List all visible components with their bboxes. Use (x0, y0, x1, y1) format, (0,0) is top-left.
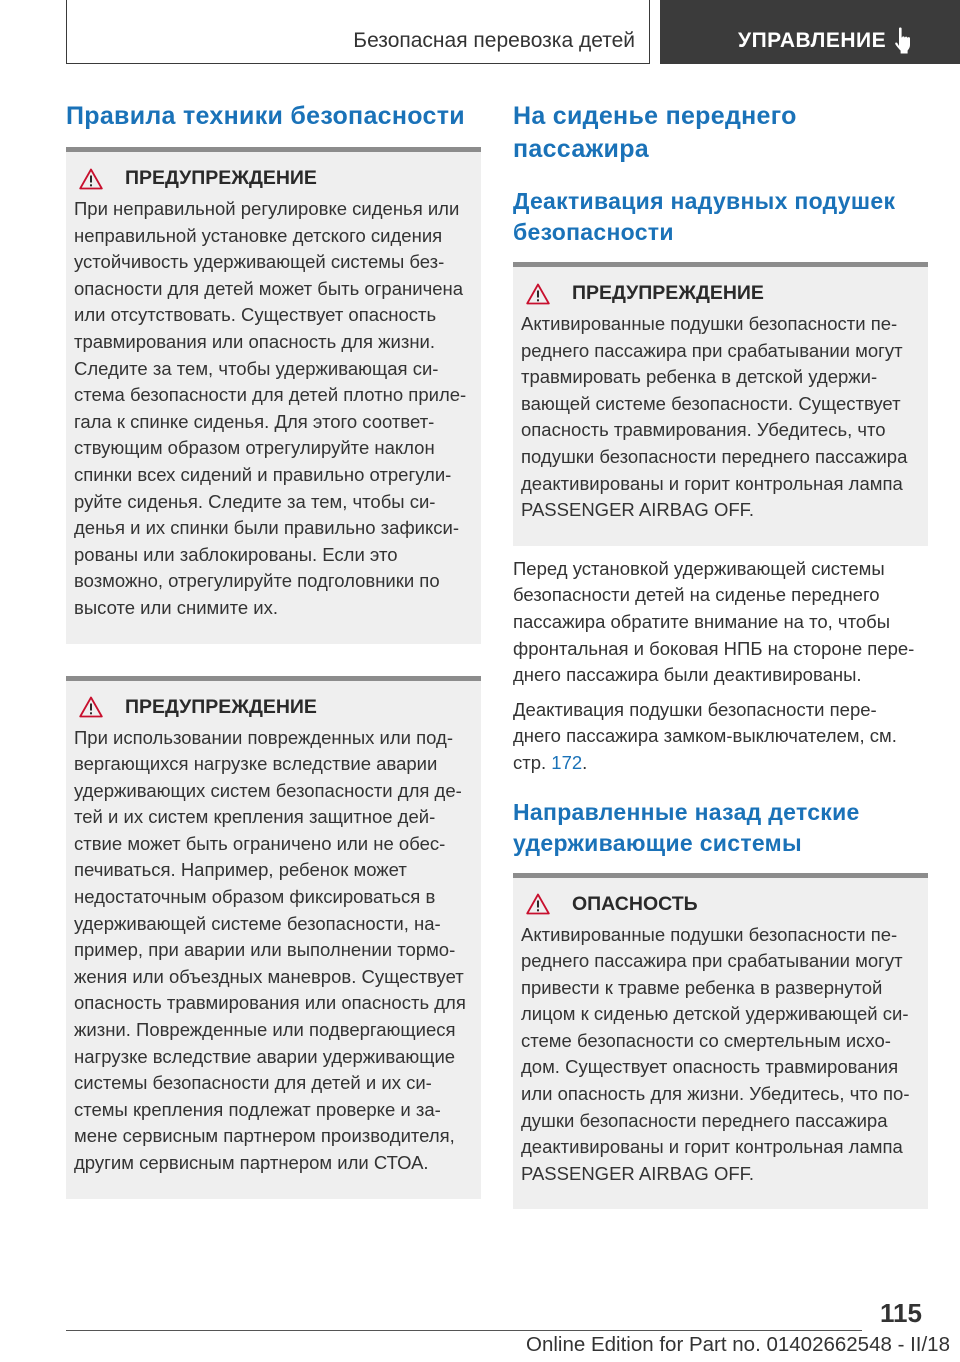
chapter-title: УПРАВЛЕНИЕ (738, 29, 887, 52)
pointing-hand-icon (892, 26, 916, 54)
text-line: лицом к сиденью детской удерживающей си- (521, 1003, 909, 1025)
text-line: фронтальная и боковая НПБ на стороне пере- (513, 637, 915, 659)
text-line: мене сервисным партнером производителя, (74, 1125, 455, 1147)
text-line: системы безопасности для детей и их си- (74, 1072, 432, 1094)
text-line: деактивированы и горит контрольная лампа (521, 1136, 903, 1158)
text-line: стема безопасности для детей плотно приле- (74, 384, 467, 406)
text-line: тей и их систем крепления защитное дей- (74, 806, 436, 828)
text-line: PASSENGER AIRBAG OFF. (521, 499, 755, 521)
page-ref-link[interactable]: 172 (551, 751, 583, 773)
text-line: вающей системе безопасности. Существует (521, 392, 901, 414)
text-line: или отсутствовать. Существует опасность (74, 304, 437, 326)
text-line: Перед установкой удерживающей системы (513, 557, 885, 579)
text-line: удерживающей системе безопасности, на- (74, 912, 441, 934)
warning-box (66, 147, 481, 644)
warning-label: ПРЕДУПРЕЖДЕНИЕ (572, 282, 764, 304)
text-line: опасности для детей может быть ограничена (74, 277, 463, 299)
warning-box (66, 676, 481, 1199)
text-line: стеме безопасности со смертельным исхо- (521, 1029, 891, 1051)
text-line: руйте сиденья. Следите за тем, чтобы си- (74, 490, 436, 512)
text-line: днего пассажира были деактивированы. (513, 664, 862, 686)
text-line: денья и их спинки были правильно зафикси- (74, 517, 460, 539)
heading-line: Направленные назад детские (513, 798, 860, 825)
heading-line: На сиденье переднего (513, 102, 797, 130)
warning-text (74, 196, 473, 622)
text-line: дом. Существует опасность травмирования (521, 1056, 899, 1078)
text-line: ствие может быть ограничено или не обес- (74, 832, 446, 854)
warning-text (74, 725, 473, 1177)
danger-box (513, 873, 928, 1210)
text-line: безопасности детей на сиденье переднего (513, 584, 880, 606)
safety-rules-heading: Правила техники безопасности (66, 102, 465, 130)
edition-info: Online Edition for Part no. 01402662548 - II/18 (526, 1333, 950, 1356)
danger-label: ОПАСНОСТЬ (572, 892, 698, 915)
text-line: другим сервисным партнером или СТОА. (74, 1152, 429, 1173)
heading-line: пассажира (513, 135, 649, 163)
left-column (66, 100, 481, 1199)
heading-line: безопасности (513, 219, 674, 245)
text-line: реднего пассажира при срабатывании могут (521, 339, 903, 361)
text-line: пример, при аварии или выполнении тормо- (74, 939, 456, 961)
text-line (513, 750, 928, 777)
warning-title (521, 282, 920, 305)
text-line: деактивированы и горит контрольная лампа (521, 472, 903, 494)
rear-facing-seats-heading (513, 797, 928, 859)
text-line: высоте или снимите их. (74, 596, 279, 618)
text-line: пассажира обратите внимание на то, чтобы (513, 610, 891, 632)
text-line: вергающихся нагрузке вследствие аварии (74, 753, 438, 775)
text-line: недостаточным образом фиксироваться в (74, 886, 436, 908)
text-line: удерживающих систем безопасности для де- (74, 779, 462, 801)
section-title: Безопасная перевозка детей (353, 28, 635, 52)
warning-triangle-icon (79, 168, 103, 190)
danger-text (521, 922, 920, 1188)
front-passenger-seat-heading (513, 100, 928, 166)
warning-title (74, 696, 473, 719)
warning-triangle-icon (79, 696, 103, 718)
warning-text (521, 311, 920, 524)
ref-prefix: стр. (513, 751, 547, 773)
footer-divider (66, 1330, 862, 1331)
warning-box (513, 262, 928, 546)
text-line: нагрузке вследствие аварии удерживающие (74, 1045, 456, 1067)
page-number: 115 (880, 1298, 922, 1328)
text-line: днего пассажира замком-выключателем, см. (513, 725, 897, 747)
text-line: травмирования или опасность для жизни. (74, 330, 436, 352)
warning-triangle-icon (526, 283, 550, 305)
text-line: спинки всех сидений и правильно отрегули- (74, 463, 452, 485)
text-line: Активированные подушки безопасности пе- (521, 923, 898, 945)
paragraph-before-install (513, 556, 928, 689)
text-line: подушки безопасности переднего пассажира (521, 445, 908, 467)
text-line: PASSENGER AIRBAG OFF. (521, 1162, 755, 1184)
warning-label: ПРЕДУПРЕЖДЕНИЕ (125, 167, 317, 189)
right-column (513, 100, 928, 1209)
text-line: При неправильной регулировке сиденья или (74, 198, 460, 219)
warning-triangle-icon (526, 893, 550, 915)
text-line: стемы крепления подлежат проверке и за- (74, 1098, 441, 1120)
paragraph-key-switch (513, 697, 928, 777)
text-line: гала к спинке сиденья. Для этого соответ- (74, 410, 435, 432)
text-line: опасность травмирования или опасность для (74, 992, 466, 1014)
text-line: травмировать ребенка в детской удержи- (521, 366, 878, 388)
text-line: возможно, отрегулируйте подголовники по (74, 570, 440, 592)
text-line: жизни. Поврежденные или подвергающиеся (74, 1019, 456, 1041)
header-section-title (66, 0, 650, 64)
text-line: Деактивация подушки безопасности пере- (513, 698, 877, 720)
text-line: рованы или заблокированы. Если это (74, 543, 398, 565)
warning-label: ПРЕДУПРЕЖДЕНИЕ (125, 695, 317, 718)
text-line: печиваться. Например, ребенок может (74, 859, 407, 881)
text-line: Следите за тем, чтобы удерживающая си- (74, 357, 439, 379)
danger-title (521, 893, 920, 916)
text-line: опасность травмирования. Убедитесь, что (521, 419, 886, 441)
text-line: жения или объездных маневров. Существует (74, 965, 464, 987)
text-line: душки безопасности переднего пассажира (521, 1109, 888, 1131)
header-chapter-tab (660, 0, 960, 64)
text-line: Активированные подушки безопасности пе- (521, 313, 898, 334)
text-line: устойчивость удерживающей системы без- (74, 251, 445, 273)
heading-line: Деактивация надувных подушек (513, 188, 896, 214)
airbag-deactivation-heading (513, 186, 928, 248)
text-line: привести к травме ребенка в развернутой (521, 976, 883, 998)
ref-suffix: . (582, 751, 588, 773)
warning-title (74, 167, 473, 190)
heading-line: удерживающие системы (513, 829, 802, 856)
text-line: ствующим образом отрегулируйте наклон (74, 437, 435, 459)
text-line: неправильной установке детского сидения (74, 224, 443, 246)
text-line: или опасность для жизни. Убедитесь, что по- (521, 1083, 910, 1105)
text-line: При использовании поврежденных или под- (74, 726, 454, 748)
text-line: реднего пассажира при срабатывании могут (521, 950, 903, 972)
